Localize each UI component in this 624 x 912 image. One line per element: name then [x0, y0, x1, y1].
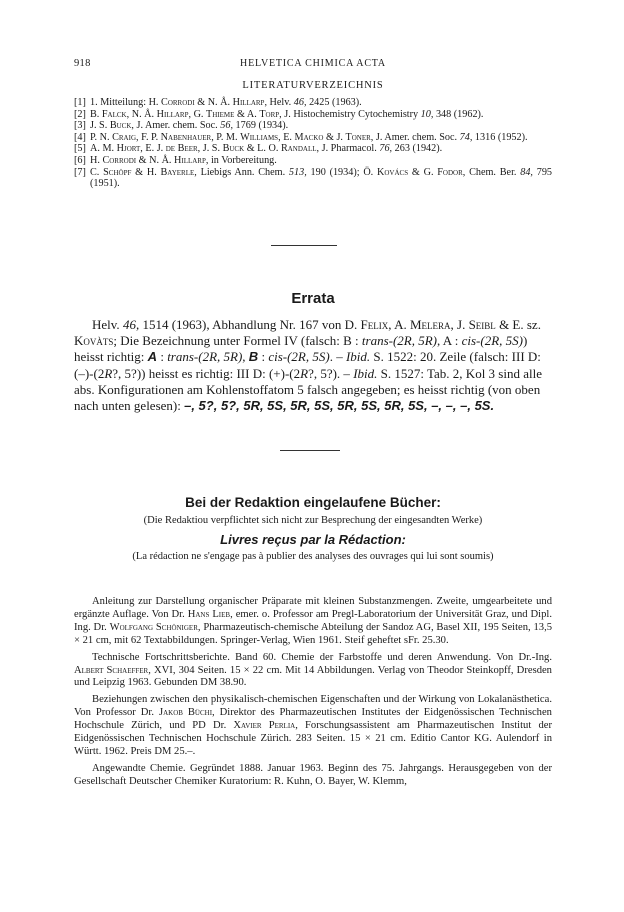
errata-span: . – [329, 349, 346, 365]
ref-author: Buck [109, 120, 132, 132]
ref-text: P. N. [90, 131, 113, 143]
ref-author: Hillarp [156, 108, 189, 120]
ref-text: H. [90, 154, 103, 166]
ref-author: Fodor [437, 166, 463, 178]
ref-text: J. S. [90, 120, 110, 132]
reference-number: [5] [74, 143, 86, 155]
errata-span: ) heisst richtig: [74, 333, 528, 365]
reference-number: [6] [74, 154, 86, 166]
reference-item [74, 167, 552, 190]
ref-text: & N. Å. [194, 97, 233, 108]
errata-span: & E. sz. [495, 317, 541, 332]
ref-text: 2425 (1963). [306, 97, 362, 108]
ref-text: , E. J. [140, 143, 166, 155]
reference-item [74, 143, 552, 155]
ref-text: & A. [234, 108, 260, 120]
errata-span: , A : [437, 333, 462, 349]
ref-author: Torp [259, 108, 280, 120]
book-text: Beziehungen zwischen den physikalisch-chemischen Eigenschaften und der Wirkung von Lokalanästhetica. Von Professor Dr. [74, 694, 552, 719]
ref-text: , Chem. Ber. [462, 166, 521, 178]
errata-span: ?, 5?). – [308, 365, 354, 381]
book-author: Hans Lieb [187, 608, 231, 620]
book-text: Angewandte Chemie. Gegründet 1888. Januar 1963. Beginn des 75. Jahrgangs. Herausgegeben von der Gesellschaft Deutscher Chemiker Kuratorium: R. Kuhn, O. Bayer, W. Klemm, [74, 762, 552, 787]
ref-text: & G. [408, 166, 438, 178]
book-author: Jakob Büchi [158, 707, 213, 719]
journal-title: HELVETICA CHIMICA ACTA [240, 58, 386, 69]
ref-author: Nabenhauer [160, 131, 212, 143]
reference-number: [7] [74, 166, 86, 178]
ref-author: Toner [345, 131, 371, 143]
reference-number: [1] [74, 97, 86, 108]
ref-author: Craig [112, 131, 136, 143]
ref-author: de Beer [165, 143, 198, 155]
errata-config: cis-(2R, 5S) [461, 333, 523, 349]
reference-item [74, 109, 552, 121]
errata-config: trans-(2R, 5R) [167, 349, 243, 365]
errata-author: Seibl [468, 317, 496, 332]
ref-author: Falck [101, 108, 127, 120]
reference-number: [2] [74, 108, 86, 120]
ref-volume: 76, [379, 143, 393, 155]
ref-text: , Helv. [264, 97, 294, 108]
ref-author: Corrodi [161, 97, 195, 108]
ref-text: 348 (1962). [433, 108, 484, 120]
errata-author: Kovàts [74, 333, 114, 349]
errata-config: trans-(2R, 5R) [361, 333, 438, 349]
errata-author: Felix [360, 317, 389, 332]
errata-ibid: Ibid. [353, 365, 378, 381]
book-text: , Direktor des Pharmazeutischen Institutes der Eidgenössischen Technischen Hochschule Zürich, und PD Dr. [74, 707, 552, 732]
ref-volume: 46, [293, 97, 307, 108]
book-text: Technische Fortschrittsberichte. Band 60. Chemie der Farbstoffe und deren Anwendung. Von Dr.-Ing. [92, 651, 552, 663]
ref-text: , J. Amer. chem. Soc. [131, 120, 221, 132]
errata-config: R [300, 365, 309, 381]
ref-text: , J. Histochemistry Cytochemistry [279, 108, 421, 120]
errata-span: S. 1527: Tab. 2, Kol 3 sind alle abs. Konfigurationen am Kohlenstoffatom 5 falsch angegeben; es heisst richtig (von oben nach unten gelesen): [74, 365, 542, 414]
errata-corrected-configurations: –, 5?, 5?, 5R, 5S, 5R, 5S, 5R, 5S, 5R, 5S, –, –, –, 5S. [184, 398, 495, 414]
section-divider [280, 450, 340, 451]
ref-text: , J. Pharmacol. [316, 143, 380, 155]
errata-span: , A. [388, 317, 410, 332]
book-author: Wolfgang Schöniger [109, 621, 198, 633]
book-text: , XVI, 304 Seiten. 15 × 22 cm. Mit 14 Abbildungen. Verlag von Theodor Steinkopff, Dresden und Leipzig 1963. Gebunden DM 38.90. [74, 664, 552, 689]
errata-config: R [104, 365, 113, 381]
ref-author: Macko [294, 131, 324, 143]
section-divider [271, 245, 337, 246]
ref-author: Williams [240, 131, 279, 143]
ref-text: , P. M. [211, 131, 241, 143]
errata-heading: Errata [291, 290, 335, 307]
ref-volume: 10, [420, 108, 434, 120]
book-entry [74, 652, 552, 691]
ref-author: Thieme [206, 108, 235, 120]
ref-author: Kovács [377, 166, 409, 178]
ref-text: A. M. [90, 143, 117, 155]
book-text: , emer. o. Professor am Pregl-Laboratorium der Universität Graz, und Dipl. Ing. Dr. [74, 608, 552, 633]
ref-text: 1316 (1952). [472, 131, 528, 143]
ref-text: & J. [323, 131, 346, 143]
errata-span: S. 1522: 20. Zeile (falsch: III D: (–)-(2 [74, 349, 541, 381]
errata-paragraph [74, 317, 552, 414]
book-entry [74, 694, 552, 759]
books-list [74, 596, 552, 793]
ref-author: Buck [222, 143, 245, 155]
ref-volume: 84, [520, 166, 533, 178]
book-author: Xavier Perlia [233, 720, 296, 732]
ref-text: , in Vorbereitung. [205, 154, 277, 166]
livres-heading: Livres reçus par la Rédaction: [220, 532, 406, 547]
ref-text: , F. P. [136, 131, 161, 143]
book-text: , Pharmazeutisch-chemische Abteilung der Sandoz AG, Basel XII, 195 Seiten, 13,5 × 21 cm, mit 62 Textabbildungen. Springer-Verlag, Wien 1961. Steif geheftet sFr. 25.30. [74, 621, 553, 646]
book-entry [74, 763, 552, 789]
ref-text: C. [90, 166, 104, 178]
ref-text: 263 (1942). [392, 143, 443, 155]
ref-author: Hillarp [174, 154, 206, 166]
ref-author: Schöpf [103, 166, 132, 178]
ref-text: , J. S. [197, 143, 223, 155]
reference-item [74, 120, 552, 132]
ref-text: & H. [131, 166, 161, 178]
errata-volume: 46, [122, 317, 140, 332]
ref-text: B. [90, 108, 102, 120]
ref-volume: 56, [220, 120, 233, 132]
ref-text: 1. Mitteilung: H. [90, 97, 162, 108]
errata-span: , [242, 349, 249, 365]
ref-text: , Liebigs Ann. Chem. [194, 166, 289, 178]
page-number: 918 [74, 58, 91, 69]
references-heading: LITERATURVERZEICHNIS [242, 80, 384, 91]
errata-config: cis-(2R, 5S) [268, 349, 330, 365]
errata-span: : [258, 349, 269, 365]
errata-label: B [248, 349, 259, 365]
reference-item [74, 97, 552, 109]
books-heading: Bei der Redaktion eingelaufene Bücher: [185, 495, 441, 510]
livres-subheading: (La rédaction ne s'engage pas à publier des analyses des ouvrages qui lui sont soumis) [132, 551, 494, 562]
ref-author: Hjort [116, 143, 141, 155]
ref-text: & L. O. [244, 143, 281, 155]
errata-span: Helv. [92, 317, 123, 332]
ref-volume: 74, [459, 131, 473, 143]
reference-item [74, 155, 552, 167]
books-subheading: (Die Redaktiou verpflichtet sich nicht zur Besprechung der eingesandten Werke) [143, 515, 483, 526]
ref-text: , G. [188, 108, 207, 120]
errata-ibid: Ibid. [345, 349, 371, 365]
ref-author: Hillarp [232, 97, 265, 108]
book-entry [74, 596, 552, 648]
references-list [74, 97, 552, 190]
errata-span: , J. [450, 317, 469, 332]
ref-text: & N. Å. [136, 154, 175, 166]
ref-text: , J. Amer. chem. Soc. [370, 131, 460, 143]
reference-item [74, 132, 552, 144]
errata-text [74, 317, 552, 414]
ref-volume: 513, [288, 166, 307, 178]
reference-number: [4] [74, 131, 86, 143]
ref-text: 1769 (1934). [233, 120, 289, 132]
errata-label: A [147, 349, 158, 365]
ref-author: Randall [280, 143, 317, 155]
ref-author: Bayerle [160, 166, 195, 178]
errata-span: 1514 (1963), Abhandlung Nr. 167 von D. [139, 317, 361, 332]
ref-text: 190 (1934); Ö. [306, 166, 378, 178]
ref-text: , E. [278, 131, 295, 143]
reference-number: [3] [74, 120, 86, 132]
ref-author: Corrodi [102, 154, 137, 166]
errata-span: ; Die Bezeichnung unter Formel IV (falsch: B : [113, 333, 362, 349]
ref-text: 795 (1951). [90, 166, 553, 190]
book-text: Anleitung zur Darstellung organischer Präparate mit kleinen Substanzmengen. Zweite, umgearbeitete und ergänzte Auflage. Von Dr. [74, 596, 552, 620]
ref-text: , N. Å. [126, 108, 157, 120]
errata-span: ?, 5?)) heisst es richtig: III D: (+)-(2 [112, 365, 301, 381]
errata-span: : [157, 349, 168, 365]
book-author: Albert Schaeffer [74, 664, 149, 676]
book-text: , Forschungsassistent am Pharmazeutischen Institut der Eidgenössischen Technischen Hochschule Zürich. 283 Seiten. 15 × 21 cm. Editio Cantor KG. Aulendorf in Württ. 1962. Preis DM 25.–. [74, 720, 552, 757]
errata-author: Melera [409, 317, 451, 332]
